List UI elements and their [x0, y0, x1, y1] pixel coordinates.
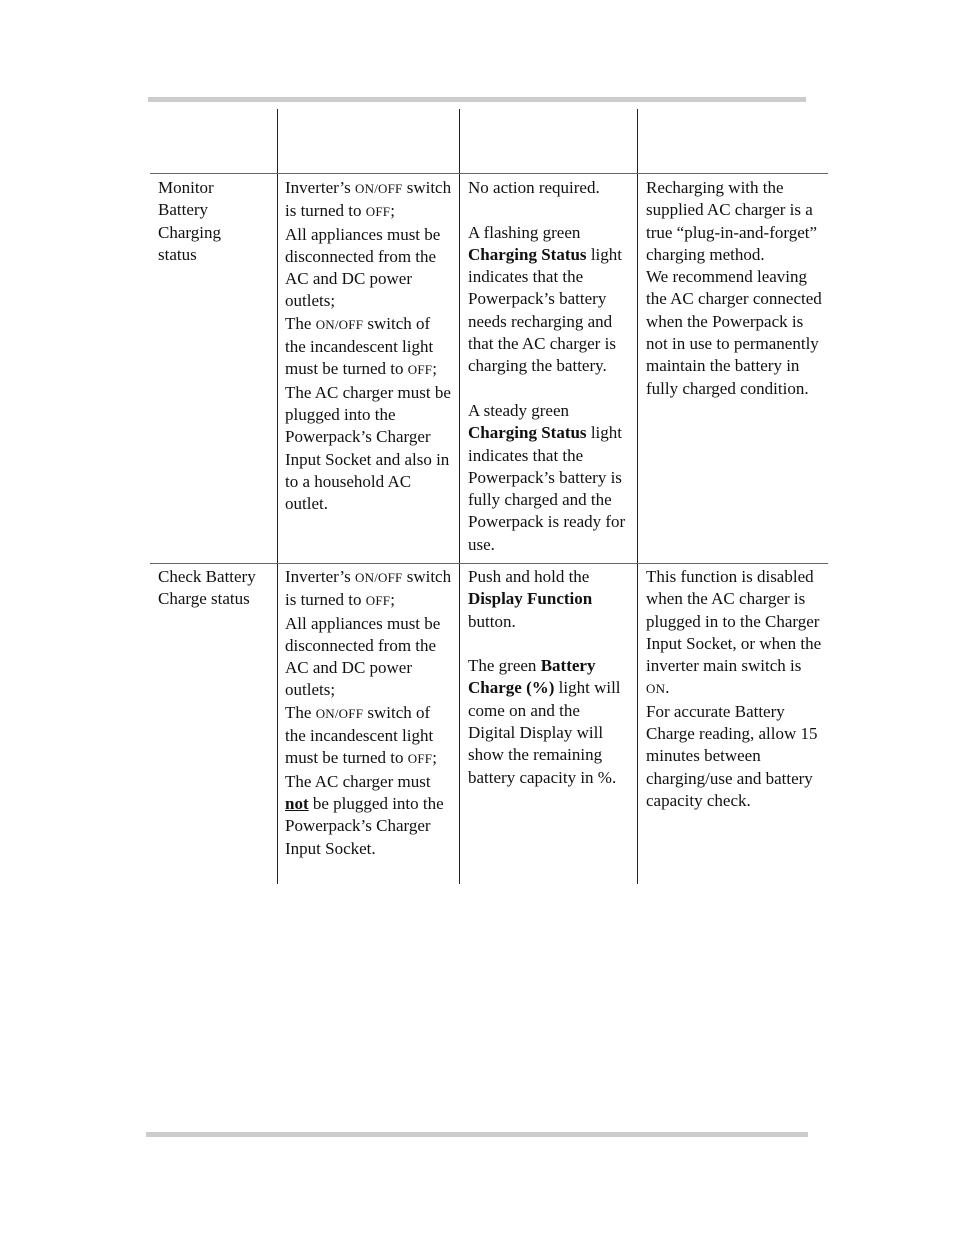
paragraph: No action required.: [468, 178, 600, 197]
paragraph: Recharging with the supplied AC charger is a true “plug-in-and-forget” charging method.: [646, 178, 818, 264]
row-1-conditions: [285, 177, 453, 515]
paragraph: Push and hold the Display Function button.: [468, 567, 593, 631]
paragraph-gap: [468, 378, 630, 400]
bold-term: Charging Status: [468, 244, 587, 264]
paragraph: All appliances must be disconnected from the AC and DC power outlets;: [285, 613, 441, 700]
row-2-action: [468, 566, 630, 789]
paragraph: All appliances must be disconnected from the AC and DC power outlets;: [285, 224, 441, 311]
bold-term: Charging Status: [468, 423, 587, 443]
paragraph: We recommend leaving the AC charger connected when the Powerpack is not in use to permanently maintain the battery in fully charged condition.: [646, 267, 822, 398]
row-2-conditions: [285, 566, 453, 860]
paragraph: The green Battery Charge (%) light will come on and the Digital Display will show the remaining battery capacity in %.: [468, 656, 621, 787]
column-divider: [459, 109, 460, 884]
small-caps-term: OFF: [407, 751, 433, 767]
row-2-task: Check Battery Charge status: [158, 567, 256, 609]
small-caps-term: OFF: [365, 593, 391, 609]
row-2-notes: [646, 566, 824, 812]
column-divider: [637, 109, 638, 884]
column-divider: [277, 109, 278, 884]
small-caps-term: OFF: [365, 204, 391, 220]
row-divider: [150, 563, 828, 564]
paragraph: Inverter’s ON/OFF switch is turned to OFF;: [285, 567, 452, 610]
paragraph: For accurate Battery Charge reading, allow 15 minutes between charging/use and battery capacity check.: [646, 701, 818, 810]
paragraph-gap: [468, 633, 630, 655]
row-1-task: Monitor Battery Charging status: [158, 178, 221, 264]
paragraph: The AC charger must be plugged into the Powerpack’s Charger Input Socket and also in to a household AC outlet.: [285, 382, 451, 514]
bold-term: Battery Charge (%): [468, 656, 596, 698]
bold-term: Display Function: [468, 589, 593, 609]
paragraph: The ON/OFF switch of the incandescent light must be turned to OFF;: [285, 702, 437, 768]
small-caps-term: OFF: [407, 362, 433, 378]
small-caps-term: ON/OFF: [315, 705, 364, 721]
paragraph: Inverter’s ON/OFF switch is turned to OFF;: [285, 178, 452, 221]
paragraph-gap: [468, 199, 630, 221]
paragraph: A flashing green Charging Status light indicates that the Powerpack’s battery needs recharging and that the AC charger is charging the battery.: [468, 222, 622, 376]
paragraph: This function is disabled when the AC charger is plugged in to the Charger Input Socket, or when the inverter main switch is ON.: [646, 567, 822, 698]
footer-rule: [146, 1132, 808, 1137]
small-caps-term: ON/OFF: [315, 316, 364, 332]
row-1-action: [468, 177, 630, 556]
emphasis-term: not: [285, 793, 309, 813]
row-1-notes: [646, 177, 824, 400]
paragraph: The AC charger must not be plugged into the Powerpack’s Charger Input Socket.: [285, 771, 444, 858]
header-rule: [148, 97, 806, 102]
paragraph: The ON/OFF switch of the incandescent light must be turned to OFF;: [285, 313, 437, 379]
row-divider: [150, 173, 828, 174]
small-caps-term: ON/OFF: [355, 181, 403, 196]
small-caps-term: ON: [646, 681, 666, 697]
paragraph: A steady green Charging Status light indicates that the Powerpack’s battery is fully charged and the Powerpack is ready for use.: [468, 400, 626, 554]
small-caps-term: ON/OFF: [355, 570, 403, 585]
